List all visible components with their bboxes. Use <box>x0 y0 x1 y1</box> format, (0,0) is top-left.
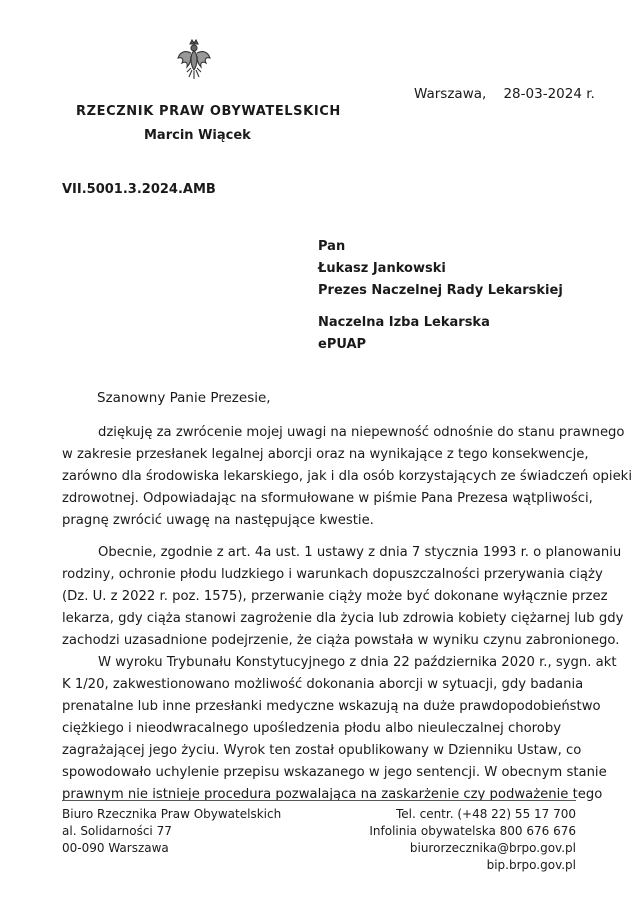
polish-eagle-emblem-icon <box>176 38 212 82</box>
footer-divider <box>62 800 576 801</box>
text-line: w zakresie przesłanek legalnej aborcji oraz na wynikające z tego konsekwencje, <box>62 447 589 462</box>
reference-number: VII.5001.3.2024.AMB <box>62 182 216 197</box>
paragraph <box>62 652 617 806</box>
text-line: lekarza, gdy ciąża stanowi zagrożenie dla życia lub zdrowia kobiety ciężarnej lub gdy <box>62 611 624 626</box>
paragraph <box>62 542 624 652</box>
text-line: zachodzi uzasadnione podejrzenie, że ciąża powstała w wyniku czynu zabronionego. <box>62 633 620 648</box>
text-line: pragnę zwrócić uwagę na następujące kwestie. <box>62 513 374 528</box>
footer-email: biurorzecznika@brpo.gov.pl <box>409 841 576 855</box>
text-line: prawnym nie istnieje procedura pozwalająca na zaskarżenie czy podważenie tego <box>62 787 603 802</box>
text-line: K 1/20, zakwestionowano możliwość dokonania aborcji w sytuacji, gdy badania <box>62 677 584 692</box>
addressee-line: Pan <box>318 239 346 254</box>
footer-hotline: Infolinia obywatelska 800 676 676 <box>369 824 576 838</box>
office-name: RZECZNIK PRAW OBYWATELSKICH <box>76 104 341 119</box>
text-line: zarówno dla środowiska lekarskiego, jak i dla osób korzystających ze świadczeń opieki <box>62 469 632 484</box>
paragraph <box>62 422 632 532</box>
footer-address <box>62 806 281 857</box>
text-line: W wyroku Trybunału Konstytucyjnego z dnia 22 października 2020 r., sygn. akt <box>98 655 617 670</box>
salutation: Szanowny Panie Prezesie, <box>97 390 271 406</box>
footer-line: 00-090 Warszawa <box>62 841 169 855</box>
footer-line: Biuro Rzecznika Praw Obywatelskich <box>62 807 282 821</box>
addressee-line: ePUAP <box>318 337 367 352</box>
text-line: (Dz. U. z 2022 r. poz. 1575), przerwanie ciąży może być dokonane wyłącznie przez <box>62 589 608 604</box>
addressee-line: Naczelna Izba Lekarska <box>318 315 490 330</box>
text-line: rodziny, ochronie płodu ludzkiego i warunkach dopuszczalności przerywania ciąży <box>62 567 603 582</box>
text-line: spowodowało uchylenie przepisu wskazanego w jego sentencji. W obecnym stanie <box>62 765 607 780</box>
text-line: dziękuję za zwrócenie mojej uwagi na niepewność odnośnie do stanu prawnego <box>98 425 625 440</box>
text-line: Obecnie, zgodnie z art. 4a ust. 1 ustawy z dnia 7 stycznia 1993 r. o planowaniu <box>98 545 622 560</box>
text-line: zdrowotnej. Odpowiadając na sformułowane w piśmie Pana Prezesa wątpliwości, <box>62 491 593 506</box>
text-line: zagrażającej jego życiu. Wyrok ten został opublikowany w Dzienniku Ustaw, co <box>62 743 582 758</box>
text-line: prenatalne lub inne przesłanki medyczne wskazują na duże prawdopodobieństwo <box>62 699 601 714</box>
letter-body <box>62 422 632 806</box>
footer-contact <box>369 806 576 874</box>
ombudsman-name: Marcin Wiącek <box>144 128 251 143</box>
footer-phone: Tel. centr. (+48 22) 55 17 700 <box>395 807 576 821</box>
addressee-block <box>318 236 563 356</box>
addressee-line: Prezes Naczelnej Rady Lekarskiej <box>318 283 563 298</box>
text-line: ciężkiego i nieodwracalnego upośledzenia płodu albo nieuleczalnej choroby <box>62 721 562 736</box>
footer-line: al. Solidarności 77 <box>62 824 172 838</box>
footer-website: bip.brpo.gov.pl <box>486 858 576 872</box>
place-and-date: Warszawa, 28-03-2024 r. <box>414 86 595 102</box>
addressee-line: Łukasz Jankowski <box>318 261 446 276</box>
